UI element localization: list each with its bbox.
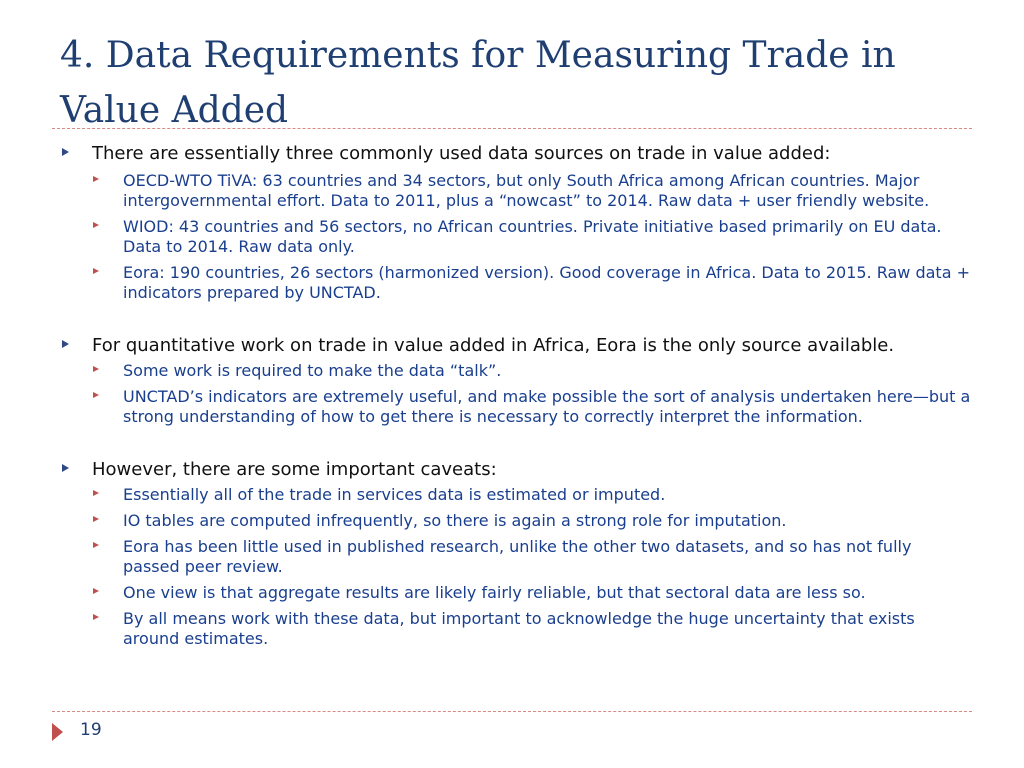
bullet-item-eora-only [62, 335, 972, 357]
sub-bullet-text: Eora: 190 countries, 26 sectors (harmonized version). Good coverage in Africa. Data to 2015. Raw data + indicators prepared by UNCTAD. [123, 263, 970, 302]
sub-bullet-arrow-icon [93, 542, 99, 548]
bullet-list [62, 143, 972, 649]
sub-bullet-arrow-icon [93, 366, 99, 372]
sub-bullet-arrow-icon [93, 222, 99, 228]
bullet-arrow-icon [62, 148, 69, 156]
bullet-item-caveats [62, 459, 972, 481]
bullet-arrow-icon [62, 464, 69, 472]
sub-bullet-text: One view is that aggregate results are likely fairly reliable, but that sectoral data are less so. [123, 583, 866, 602]
sub-bullet-arrow-icon [93, 614, 99, 620]
footer-divider [52, 711, 972, 712]
sub-bullet-data-talk [62, 361, 972, 381]
sub-bullet-tiva [62, 171, 972, 211]
sub-bullet-text: By all means work with these data, but important to acknowledge the huge uncertainty that exists around estimates. [123, 609, 915, 648]
sub-bullet-text: UNCTAD’s indicators are extremely useful, and make possible the sort of analysis undertaken here—but a strong understanding of how to get there is necessary to correctly interpret the information. [123, 387, 971, 426]
sub-bullet-arrow-icon [93, 490, 99, 496]
sub-bullet-text: WIOD: 43 countries and 56 sectors, no African countries. Private initiative based primarily on EU data. Data to 2014. Raw data only. [123, 217, 942, 256]
sub-bullet-arrow-icon [93, 516, 99, 522]
sub-bullet-wiod [62, 217, 972, 257]
sub-bullet-text: Eora has been little used in published research, unlike the other two datasets, and so has not fully passed peer review. [123, 537, 912, 576]
bullet-arrow-icon [62, 340, 69, 348]
sub-bullet-arrow-icon [93, 588, 99, 594]
sub-bullet-aggregate-results [62, 583, 972, 603]
sub-bullet-io-tables [62, 511, 972, 531]
sub-bullet-arrow-icon [93, 268, 99, 274]
sub-bullet-arrow-icon [93, 176, 99, 182]
slide-title: 4. Data Requirements for Measuring Trade in Value Added [60, 35, 896, 131]
footer-triangle-icon [52, 723, 63, 741]
bullet-text: For quantitative work on trade in value added in Africa, Eora is the only source available. [92, 335, 895, 356]
sub-bullet-peer-review [62, 537, 972, 577]
sub-bullet-arrow-icon [93, 392, 99, 398]
sub-bullet-text: Some work is required to make the data “talk”. [123, 361, 502, 380]
sub-bullet-services-imputed [62, 485, 972, 505]
sub-bullet-text: IO tables are computed infrequently, so there is again a strong role for imputation. [123, 511, 787, 530]
sub-bullet-eora [62, 263, 972, 303]
bullet-item-data-sources [62, 143, 972, 165]
sub-bullet-text: OECD-WTO TiVA: 63 countries and 34 sectors, but only South Africa among African countries. Major intergovernmental effort. Data to 2011, plus a “nowcast” to 2014. Raw data + user friendly website. [123, 171, 930, 210]
sub-bullet-uncertainty [62, 609, 972, 649]
title-divider [52, 128, 972, 129]
sub-bullet-unctad-indicators [62, 387, 972, 427]
sub-bullet-text: Essentially all of the trade in services data is estimated or imputed. [123, 485, 666, 504]
page-number: 19 [80, 720, 102, 740]
bullet-text: There are essentially three commonly used data sources on trade in value added: [92, 143, 831, 164]
bullet-text: However, there are some important caveats: [92, 459, 497, 480]
